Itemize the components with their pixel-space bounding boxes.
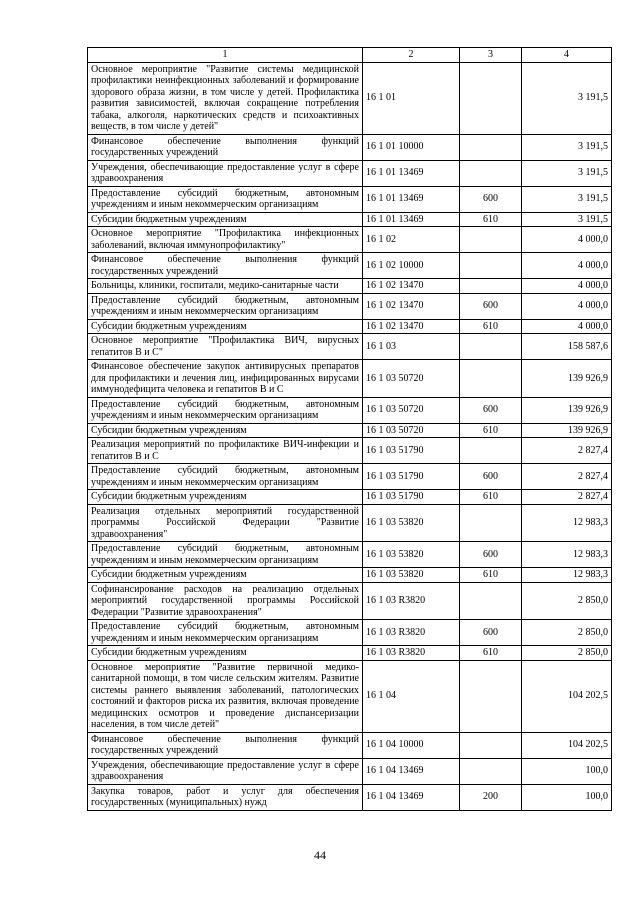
row-type-cell bbox=[460, 227, 522, 253]
row-amount-cell: 2 850,0 bbox=[522, 620, 612, 646]
table-row bbox=[88, 732, 612, 758]
row-type-cell: 610 bbox=[460, 423, 522, 438]
row-amount-cell: 3 191,5 bbox=[522, 160, 612, 186]
row-amount-cell: 2 827,4 bbox=[522, 464, 612, 490]
row-code-cell: 16 1 02 10000 bbox=[363, 253, 460, 279]
table-row bbox=[88, 582, 612, 620]
row-code-cell: 16 1 03 51790 bbox=[363, 490, 460, 505]
row-name-cell: Финансовое обеспечение закупок антивирусных препаратов для профилактики и лечения лиц, инфицированных вирусами иммунодефицита человека и гепатитов В и С bbox=[88, 360, 363, 398]
row-type-cell bbox=[460, 582, 522, 620]
row-name-cell: Основное мероприятие "Развитие системы медицинской профилактики неинфекционных заболеваний и формирование здорового образа жизни, в том числе у детей. Профилактика развития зависимостей, включая сокращение потребления табака, алкоголя, наркотических средств и психоактивных веществ, в том числе у детей" bbox=[88, 62, 363, 134]
row-type-cell bbox=[460, 279, 522, 294]
row-code-cell: 16 1 03 50720 bbox=[363, 360, 460, 398]
row-code-cell: 16 1 03 50720 bbox=[363, 397, 460, 423]
row-name-cell: Основное мероприятие "Профилактика ВИЧ, вирусных гепатитов В и С" bbox=[88, 334, 363, 360]
table-row bbox=[88, 620, 612, 646]
row-name-cell: Основное мероприятие "Профилактика инфекционных заболеваний, включая иммунопрофилактику" bbox=[88, 227, 363, 253]
table-row bbox=[88, 334, 612, 360]
row-name-cell: Закупка товаров, работ и услуг для обеспечения государственных (муниципальных) нужд bbox=[88, 784, 363, 810]
row-code-cell: 16 1 03 51790 bbox=[363, 438, 460, 464]
row-name-cell: Софинансирование расходов на реализацию отдельных мероприятий государственной программы Российской Федерации "Развитие здравоохранения" bbox=[88, 582, 363, 620]
row-type-cell: 610 bbox=[460, 490, 522, 505]
row-code-cell: 16 1 04 10000 bbox=[363, 732, 460, 758]
row-code-cell: 16 1 03 R3820 bbox=[363, 620, 460, 646]
row-type-cell: 600 bbox=[460, 293, 522, 319]
table-row bbox=[88, 134, 612, 160]
table-row bbox=[88, 293, 612, 319]
row-name-cell: Основное мероприятие "Развитие первичной медико-санитарной помощи, в том числе сельским жителям. Развитие системы раннего выявления заболеваний, патологических состояний и факторов риска их развития, включая проведение медицинских осмотров и проведение диспансеризации населения, в том числе детей" bbox=[88, 660, 363, 732]
row-code-cell: 16 1 01 13469 bbox=[363, 212, 460, 227]
row-code-cell: 16 1 03 53820 bbox=[363, 542, 460, 568]
table-row bbox=[88, 504, 612, 542]
row-amount-cell: 139 926,9 bbox=[522, 397, 612, 423]
table-row bbox=[88, 253, 612, 279]
row-amount-cell: 104 202,5 bbox=[522, 660, 612, 732]
row-amount-cell: 100,0 bbox=[522, 758, 612, 784]
row-name-cell: Субсидии бюджетным учреждениям bbox=[88, 319, 363, 334]
row-code-cell: 16 1 02 13470 bbox=[363, 293, 460, 319]
table-row bbox=[88, 758, 612, 784]
page-number: 44 bbox=[314, 848, 326, 862]
row-type-cell: 610 bbox=[460, 568, 522, 583]
row-amount-cell: 4 000,0 bbox=[522, 253, 612, 279]
row-type-cell bbox=[460, 134, 522, 160]
row-name-cell: Предоставление субсидий бюджетным, автономным учреждениям и иным некоммерческим организациям bbox=[88, 464, 363, 490]
table-row bbox=[88, 279, 612, 294]
row-code-cell: 16 1 01 13469 bbox=[363, 160, 460, 186]
row-amount-cell: 3 191,5 bbox=[522, 134, 612, 160]
budget-table-body bbox=[88, 48, 612, 811]
table-row bbox=[88, 490, 612, 505]
row-code-cell: 16 1 03 bbox=[363, 334, 460, 360]
row-name-cell: Субсидии бюджетным учреждениям bbox=[88, 646, 363, 661]
row-type-cell bbox=[460, 732, 522, 758]
column-header-1: 1 bbox=[88, 48, 363, 63]
row-name-cell: Реализация отдельных мероприятий государственной программы Российской Федерации "Развитие здравоохранения" bbox=[88, 504, 363, 542]
row-amount-cell: 12 983,3 bbox=[522, 504, 612, 542]
row-code-cell: 16 1 03 50720 bbox=[363, 423, 460, 438]
row-name-cell: Учреждения, обеспечивающие предоставление услуг в сфере здравоохранения bbox=[88, 758, 363, 784]
row-type-cell: 600 bbox=[460, 397, 522, 423]
row-code-cell: 16 1 02 13470 bbox=[363, 279, 460, 294]
row-code-cell: 16 1 03 53820 bbox=[363, 504, 460, 542]
row-amount-cell: 2 850,0 bbox=[522, 582, 612, 620]
row-type-cell: 610 bbox=[460, 212, 522, 227]
row-amount-cell: 100,0 bbox=[522, 784, 612, 810]
row-amount-cell: 158 587,6 bbox=[522, 334, 612, 360]
row-code-cell: 16 1 01 10000 bbox=[363, 134, 460, 160]
row-name-cell: Реализация мероприятий по профилактике ВИЧ-инфекции и гепатитов В и С bbox=[88, 438, 363, 464]
row-amount-cell: 3 191,5 bbox=[522, 212, 612, 227]
row-name-cell: Субсидии бюджетным учреждениям bbox=[88, 212, 363, 227]
row-type-cell bbox=[460, 438, 522, 464]
table-row bbox=[88, 397, 612, 423]
row-name-cell: Предоставление субсидий бюджетным, автономным учреждениям и иным некоммерческим организациям bbox=[88, 186, 363, 212]
row-code-cell: 16 1 04 13469 bbox=[363, 758, 460, 784]
table-row bbox=[88, 542, 612, 568]
row-type-cell bbox=[460, 758, 522, 784]
row-type-cell: 610 bbox=[460, 319, 522, 334]
row-name-cell: Предоставление субсидий бюджетным, автономным учреждениям и иным некоммерческим организациям bbox=[88, 620, 363, 646]
table-row bbox=[88, 438, 612, 464]
row-name-cell: Учреждения, обеспечивающие предоставление услуг в сфере здравоохранения bbox=[88, 160, 363, 186]
row-amount-cell: 3 191,5 bbox=[522, 62, 612, 134]
row-type-cell: 600 bbox=[460, 620, 522, 646]
row-amount-cell: 2 850,0 bbox=[522, 646, 612, 661]
row-type-cell: 200 bbox=[460, 784, 522, 810]
row-code-cell: 16 1 03 51790 bbox=[363, 464, 460, 490]
row-name-cell: Субсидии бюджетным учреждениям bbox=[88, 490, 363, 505]
row-type-cell: 600 bbox=[460, 186, 522, 212]
row-amount-cell: 2 827,4 bbox=[522, 490, 612, 505]
table-row bbox=[88, 227, 612, 253]
table-row bbox=[88, 186, 612, 212]
row-code-cell: 16 1 01 13469 bbox=[363, 186, 460, 212]
row-amount-cell: 2 827,4 bbox=[522, 438, 612, 464]
table-row bbox=[88, 160, 612, 186]
row-code-cell: 16 1 04 bbox=[363, 660, 460, 732]
row-amount-cell: 12 983,3 bbox=[522, 568, 612, 583]
row-name-cell: Больницы, клиники, госпитали, медико-санитарные части bbox=[88, 279, 363, 294]
row-name-cell: Субсидии бюджетным учреждениям bbox=[88, 423, 363, 438]
table-row bbox=[88, 62, 612, 134]
row-amount-cell: 3 191,5 bbox=[522, 186, 612, 212]
table-row bbox=[88, 784, 612, 810]
row-code-cell: 16 1 02 bbox=[363, 227, 460, 253]
row-amount-cell: 4 000,0 bbox=[522, 319, 612, 334]
row-code-cell: 16 1 03 R3820 bbox=[363, 582, 460, 620]
row-name-cell: Финансовое обеспечение выполнения функций государственных учреждений bbox=[88, 134, 363, 160]
table-row bbox=[88, 319, 612, 334]
table-row bbox=[88, 423, 612, 438]
row-type-cell: 600 bbox=[460, 464, 522, 490]
row-name-cell: Предоставление субсидий бюджетным, автономным учреждениям и иным некоммерческим организациям bbox=[88, 293, 363, 319]
row-amount-cell: 139 926,9 bbox=[522, 360, 612, 398]
row-name-cell: Предоставление субсидий бюджетным, автономным учреждениям и иным некоммерческим организациям bbox=[88, 397, 363, 423]
row-code-cell: 16 1 03 53820 bbox=[363, 568, 460, 583]
row-type-cell bbox=[460, 660, 522, 732]
table-header-row bbox=[88, 48, 612, 63]
row-type-cell bbox=[460, 160, 522, 186]
row-amount-cell: 104 202,5 bbox=[522, 732, 612, 758]
row-code-cell: 16 1 01 bbox=[363, 62, 460, 134]
row-amount-cell: 4 000,0 bbox=[522, 279, 612, 294]
row-name-cell: Предоставление субсидий бюджетным, автономным учреждениям и иным некоммерческим организациям bbox=[88, 542, 363, 568]
row-amount-cell: 4 000,0 bbox=[522, 227, 612, 253]
row-amount-cell: 12 983,3 bbox=[522, 542, 612, 568]
row-name-cell: Субсидии бюджетным учреждениям bbox=[88, 568, 363, 583]
row-code-cell: 16 1 03 R3820 bbox=[363, 646, 460, 661]
row-amount-cell: 139 926,9 bbox=[522, 423, 612, 438]
table-row bbox=[88, 646, 612, 661]
row-code-cell: 16 1 02 13470 bbox=[363, 319, 460, 334]
row-type-cell bbox=[460, 334, 522, 360]
column-header-3: 3 bbox=[460, 48, 522, 63]
table-row bbox=[88, 568, 612, 583]
row-type-cell bbox=[460, 253, 522, 279]
column-header-4: 4 bbox=[522, 48, 612, 63]
row-name-cell: Финансовое обеспечение выполнения функций государственных учреждений bbox=[88, 253, 363, 279]
row-code-cell: 16 1 04 13469 bbox=[363, 784, 460, 810]
row-type-cell: 600 bbox=[460, 542, 522, 568]
row-type-cell bbox=[460, 360, 522, 398]
row-type-cell bbox=[460, 62, 522, 134]
table-row bbox=[88, 660, 612, 732]
table-row bbox=[88, 360, 612, 398]
row-type-cell: 610 bbox=[460, 646, 522, 661]
row-name-cell: Финансовое обеспечение выполнения функций государственных учреждений bbox=[88, 732, 363, 758]
row-type-cell bbox=[460, 504, 522, 542]
table-row bbox=[88, 464, 612, 490]
row-amount-cell: 4 000,0 bbox=[522, 293, 612, 319]
column-header-2: 2 bbox=[363, 48, 460, 63]
table-row bbox=[88, 212, 612, 227]
budget-table bbox=[87, 47, 612, 811]
